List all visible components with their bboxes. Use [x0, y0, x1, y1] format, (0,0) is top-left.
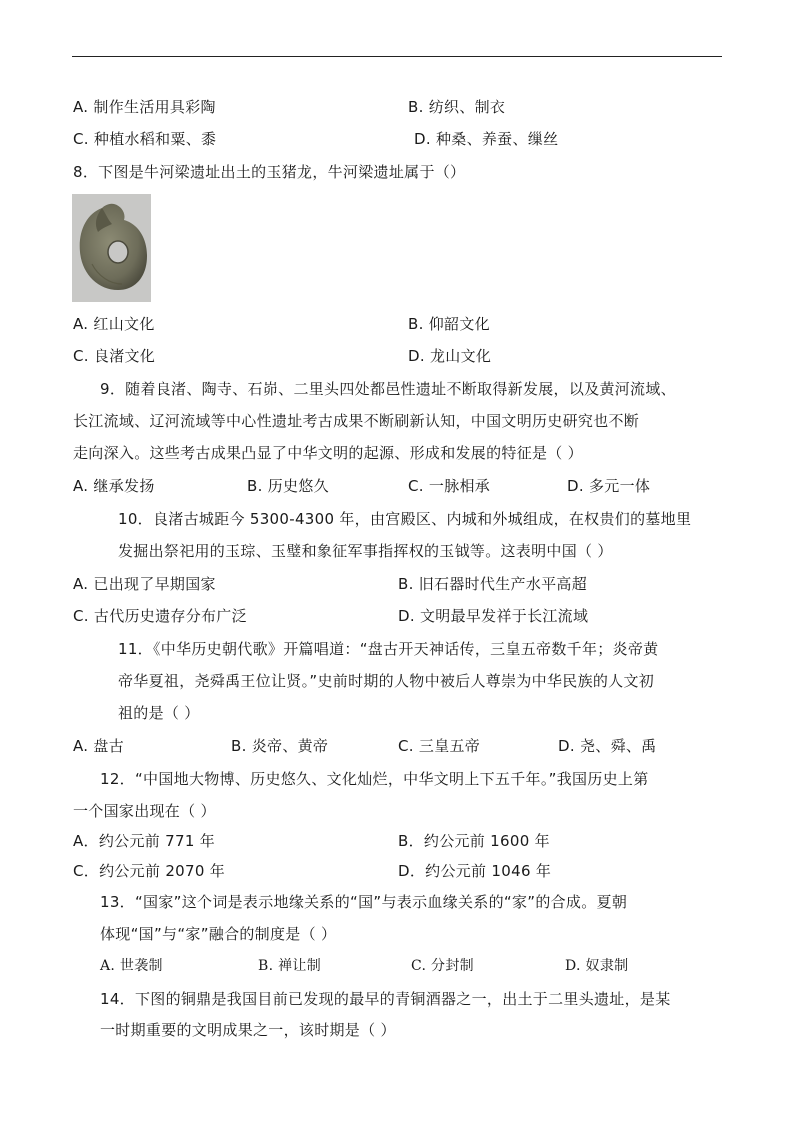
- q9-stem-line2: 长江流域、辽河流域等中心性遗址考古成果不断刷新认知，中国文明历史研究也不断: [73, 412, 640, 430]
- q7-option-c: C. 种植水稻和粟、黍: [73, 130, 217, 148]
- q8-option-c: C. 良渚文化: [73, 347, 156, 365]
- q12-stem-line2: 一个国家出现在（ ）: [73, 802, 216, 820]
- q13-option-d: D. 奴隶制: [565, 958, 629, 974]
- q11-stem-line3: 祖的是（ ）: [118, 704, 200, 722]
- q14-stem-line2: 一时期重要的文明成果之一，该时期是（ ）: [100, 1021, 396, 1039]
- q11-stem-line2: 帝华夏祖，尧舜禹王位让贤。”史前时期的人物中被后人尊崇为中华民族的人文初: [118, 672, 655, 690]
- q12-stem-line1: 12．“中国地大物博、历史悠久、文化灿烂，中华文明上下五千年。”我国历史上第: [100, 770, 649, 788]
- q7-option-b: B. 纺织、制衣: [408, 98, 506, 116]
- q10-stem-line1: 10．良渚古城距今 5300-4300 年，由宫殿区、内城和外城组成，在权贵们的墓地里: [118, 510, 692, 528]
- q13-stem-line1: 13．“国家”这个词是表示地缘关系的“国”与表示血缘关系的“家”的合成。夏朝: [100, 893, 628, 911]
- q11-option-a: A. 盘古: [73, 737, 125, 755]
- q11-option-b: B. 炎帝、黄帝: [231, 737, 329, 755]
- q8-option-a: A. 红山文化: [73, 315, 155, 333]
- jade-pig-dragon-image: [72, 194, 151, 302]
- q12-option-d: D．约公元前 1046 年: [398, 862, 552, 880]
- q10-option-c: C. 古代历史遗存分布广泛: [73, 607, 247, 625]
- q10-option-b: B. 旧石器时代生产水平高超: [398, 575, 588, 593]
- q9-stem-line1: 9．随着良渚、陶寺、石峁、二里头四处都邑性遗址不断取得新发展，以及黄河流域、: [100, 380, 676, 398]
- q8-option-d: D. 龙山文化: [408, 347, 492, 365]
- q8-option-b: B. 仰韶文化: [408, 315, 490, 333]
- q8-stem: 8．下图是牛河梁遗址出土的玉猪龙，牛河梁遗址属于（）: [73, 163, 466, 181]
- q11-option-d: D. 尧、舜、禹: [558, 737, 657, 755]
- q12-option-a: A．约公元前 771 年: [73, 832, 216, 850]
- q12-option-c: C．约公元前 2070 年: [73, 862, 226, 880]
- q11-stem-line1: 11．《中华历史朝代歌》开篇唱道：“盘古开天神话传，三皇五帝数千年；炎帝黄: [118, 640, 659, 658]
- q9-option-a: A. 继承发扬: [73, 477, 155, 495]
- q14-stem-line1: 14．下图的铜鼎是我国目前已发现的最早的青铜酒器之一，出土于二里头遗址，是某: [100, 990, 671, 1008]
- q13-option-b: B. 禅让制: [258, 958, 321, 974]
- q9-option-d: D. 多元一体: [567, 477, 651, 495]
- q13-option-a: A. 世袭制: [100, 958, 163, 974]
- q10-option-a: A. 已出现了早期国家: [73, 575, 216, 593]
- q9-stem-line3: 走向深入。这些考古成果凸显了中华文明的起源、形成和发展的特征是（ ）: [73, 444, 583, 462]
- q10-stem-line2: 发掘出祭祀用的玉琮、玉璧和象征军事指挥权的玉钺等。这表明中国（ ）: [118, 542, 613, 560]
- q11-option-c: C. 三皇五帝: [398, 737, 481, 755]
- jade-pig-dragon-figure: [72, 194, 151, 302]
- q7-option-a: A. 制作生活用具彩陶: [73, 98, 216, 116]
- q13-stem-line2: 体现“国”与“家”融合的制度是（ ）: [100, 925, 337, 943]
- q12-option-b: B．约公元前 1600 年: [398, 832, 550, 850]
- q13-option-c: C. 分封制: [411, 958, 474, 974]
- header-rule: [72, 56, 722, 57]
- q9-option-c: C. 一脉相承: [408, 477, 491, 495]
- q9-option-b: B. 历史悠久: [247, 477, 329, 495]
- q7-option-d: D. 种桑、养蚕、缫丝: [414, 130, 559, 148]
- q10-option-d: D. 文明最早发祥于长江流域: [398, 607, 589, 625]
